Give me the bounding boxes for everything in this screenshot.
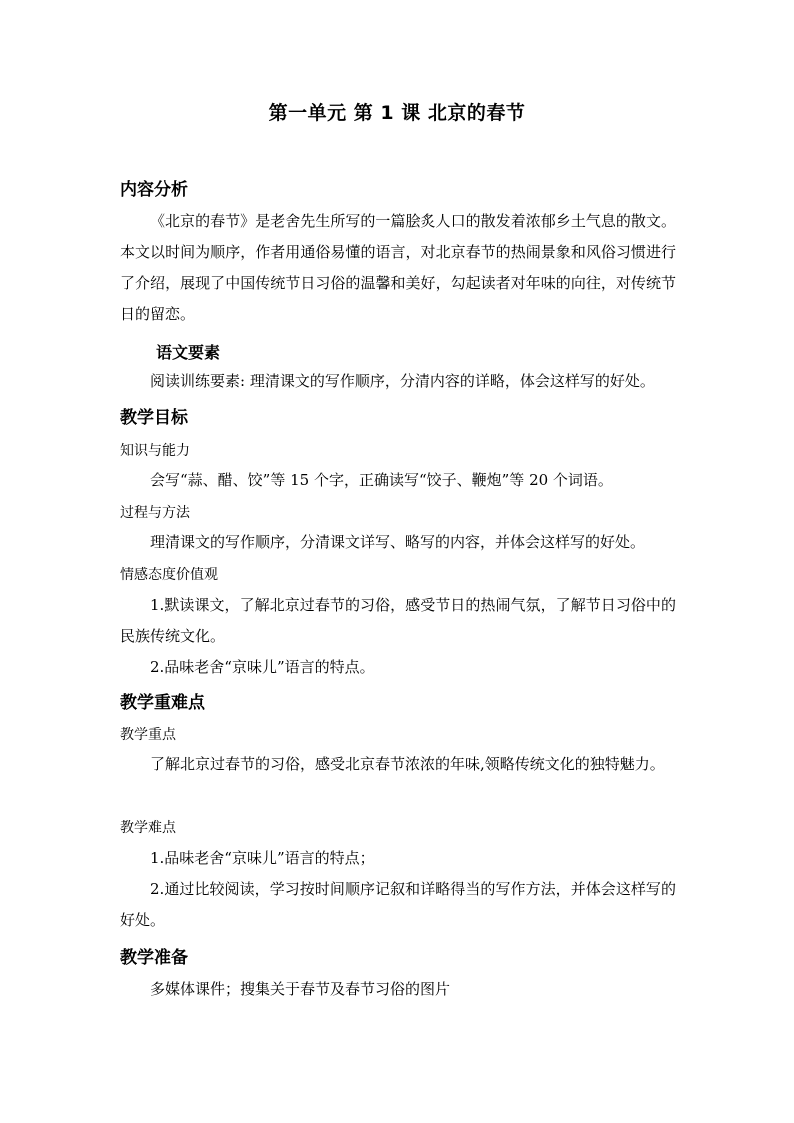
heading-teaching-goals: 教学目标	[120, 408, 188, 428]
paragraph-process-method: 理清课文的写作顺序，分清课文详写、略写的内容，并体会这样写的好处。	[150, 533, 646, 551]
paragraph-preparation: 多媒体课件；搜集关于春节及春节习俗的图片	[150, 980, 451, 998]
paragraph-difficulty-item-1: 1.品味老舍“京味儿”语言的特点；	[150, 849, 375, 867]
paragraph-difficulty-item-2: 2.通过比较阅读，学习按时间顺序记叙和详略得当的写作方法，并体会这样写的好处。	[120, 880, 676, 929]
paragraph-knowledge-ability: 会写“蒜、醋、饺”等 15 个字，正确读写“饺子、鞭炮”等 20 个词语。	[150, 471, 613, 489]
heading-teaching-focus: 教学重点	[120, 727, 176, 743]
heading-teaching-difficulty: 教学难点	[120, 820, 176, 836]
paragraph-attitude-item-1: 1.默读课文，了解北京过春节的习俗，感受节日的热闹气氛，了解节日习俗中的民族传统文化。	[120, 596, 676, 645]
paragraph-content-analysis: 《北京的春节》是老舍先生所写的一篇脍炙人口的散发着浓郁乡土气息的散文。本文以时间为顺序，作者用通俗易懂的语言，对北京春节的热闹景象和风俗习惯进行了介绍，展现了中国传统节日习俗的温馨和美好，勾起读者对年味的向往，对传统节日的留恋。	[120, 212, 676, 323]
page-title: 第一单元 第 1 课 北京的春节	[268, 102, 526, 124]
heading-attitude-values: 情感态度价值观	[120, 567, 218, 583]
heading-content-analysis: 内容分析	[120, 180, 188, 200]
paragraph-language-elements: 阅读训练要素: 理清课文的写作顺序，分清内容的详略，体会这样写的好处。	[150, 372, 655, 390]
heading-knowledge-ability: 知识与能力	[120, 443, 190, 459]
heading-key-points: 教学重难点	[120, 693, 205, 713]
paragraph-teaching-focus: 了解北京过春节的习俗，感受北京春节浓浓的年味,领略传统文化的独特魅力。	[150, 755, 665, 773]
heading-preparation: 教学准备	[120, 948, 188, 968]
heading-process-method: 过程与方法	[120, 505, 190, 521]
paragraph-attitude-item-2: 2.品味老舍“京味儿”语言的特点。	[150, 658, 375, 676]
heading-language-elements: 语文要素	[156, 343, 221, 362]
